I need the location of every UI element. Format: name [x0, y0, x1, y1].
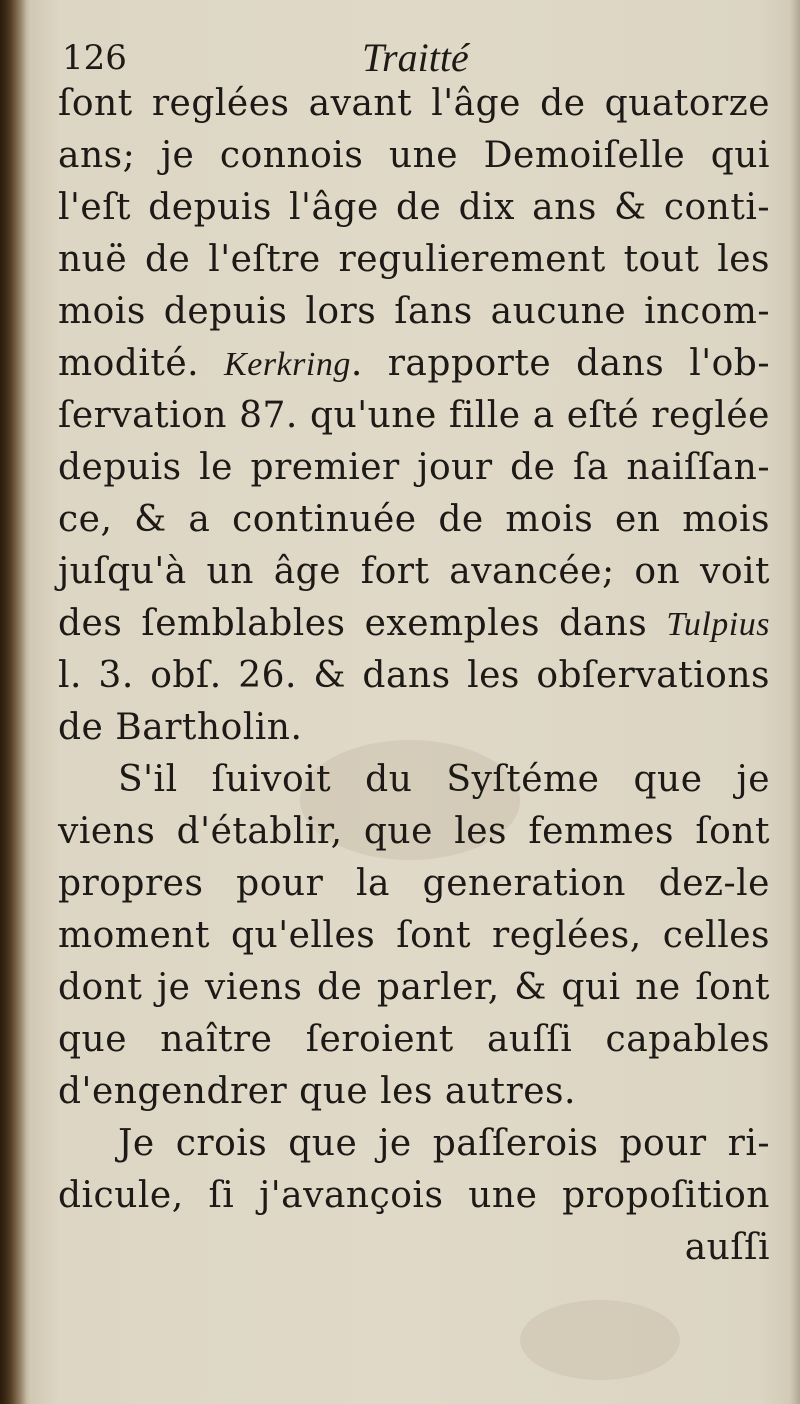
text-line: Je crois que je paſſerois pour ri- — [118, 1123, 770, 1164]
author-name-tulpius: Tulpius — [666, 606, 770, 643]
author-name-kerkring: Kerkring — [224, 346, 351, 383]
text-line: ans; je connois une Demoiſelle qui — [58, 135, 770, 176]
catchword: auſſi — [684, 1227, 770, 1268]
text-line: d'engendrer que les autres. — [58, 1071, 576, 1112]
text-line: nuë de l'eſtre regulierement tout les — [58, 239, 770, 280]
text-line: l'eſt depuis l'âge de dix ans & conti- — [58, 187, 770, 228]
running-title: Traitté — [362, 35, 469, 80]
text-line: dicule, ſi j'avançois une propoſition — [58, 1175, 770, 1216]
text-line — [58, 598, 770, 650]
body-text — [58, 78, 770, 1274]
text-line: ce, & a continuée de mois en mois — [58, 499, 770, 540]
text-line: que naître ſeroient auſſi capables — [58, 1019, 770, 1060]
text-line: dont je viens de parler, & qui ne ſont — [58, 967, 770, 1008]
text-segment: . rapporte dans l'ob- — [350, 343, 771, 384]
text-line: propres pour la generation dez-le — [58, 863, 770, 904]
text-segment: modité. — [58, 343, 225, 384]
text-line — [58, 338, 770, 390]
text-line: ſont reglées avant l'âge de quatorze — [58, 83, 770, 124]
text-segment: des ſemblables exemples dans — [58, 603, 667, 644]
text-line: ſervation 87. qu'une fille a eſté reglée — [58, 395, 770, 436]
paper-stain — [520, 1300, 680, 1380]
text-line: mois depuis lors ſans aucune incom- — [58, 291, 770, 332]
text-line: S'il ſuivoit du Syſtéme que je — [118, 759, 770, 800]
page-number: 126 — [62, 38, 127, 78]
text-line: l. 3. obſ. 26. & dans les obſervations — [58, 655, 770, 696]
page-edge — [790, 0, 800, 1404]
text-line: depuis le premier jour de ſa naiſſan- — [58, 447, 770, 488]
text-line: viens d'établir, que les femmes ſont — [58, 811, 770, 852]
gutter-shadow — [0, 0, 30, 1404]
text-line: moment qu'elles ſont reglées, celles — [58, 915, 770, 956]
text-line: juſqu'à un âge fort avancée; on voit — [58, 551, 770, 592]
text-line: de Bartholin. — [58, 707, 303, 748]
